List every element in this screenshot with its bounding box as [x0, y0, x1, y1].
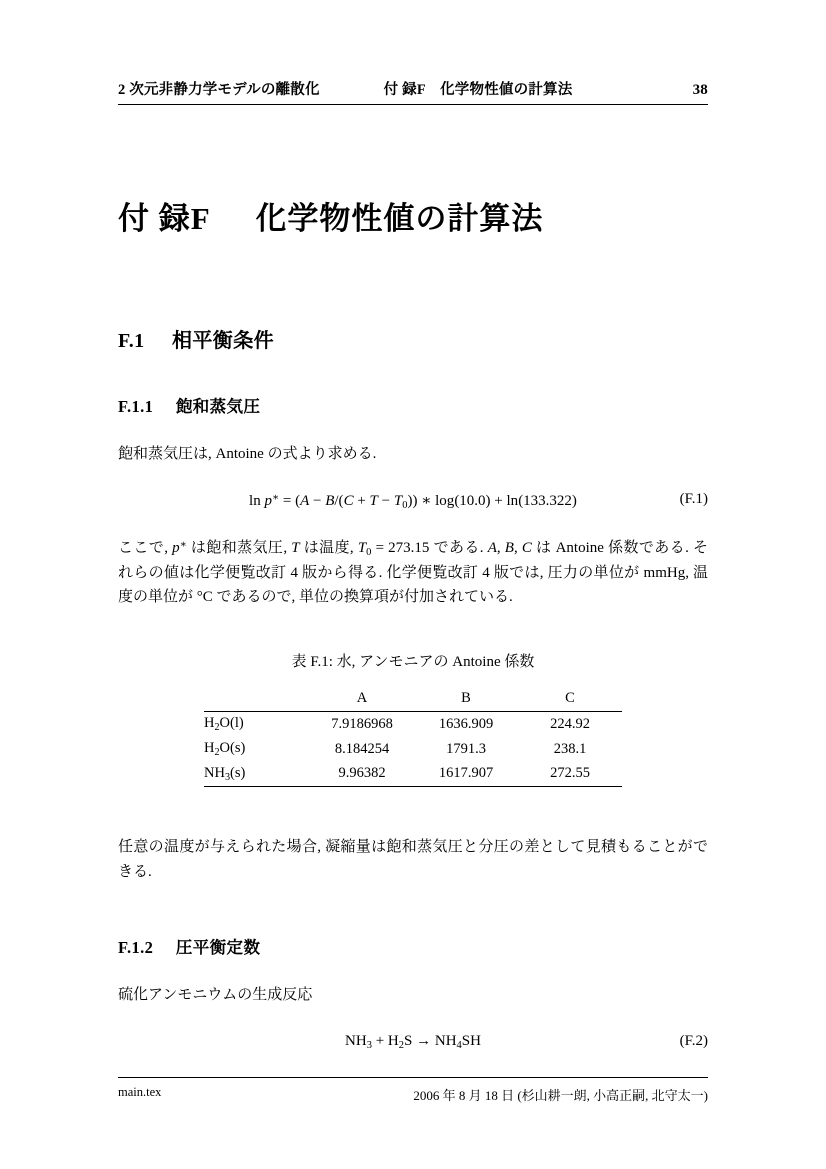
table-f1-block — [118, 650, 708, 787]
table-cell-b: 1636.909 — [414, 711, 518, 736]
table-cell-c: 272.55 — [518, 761, 622, 786]
table-row — [204, 711, 622, 736]
equation-f2-row — [118, 1033, 708, 1051]
paragraph-condensation: 任意の温度が与えられた場合, 凝縮量は飽和蒸気圧と分圧の差として見積もることができる. — [118, 839, 708, 880]
table-cell-a: 8.184254 — [334, 740, 390, 757]
page-footer — [118, 1077, 708, 1104]
table-cell-species: $NH_3(s)$ — [204, 761, 310, 786]
paragraph-ammonium-sulfide: 硫化アンモニウムの生成反応 — [118, 986, 313, 1003]
subsection-title-f11: 飽和蒸気圧 — [175, 397, 261, 416]
subsection-heading-f11 — [118, 393, 708, 417]
section-number-f1: F.1 — [118, 330, 145, 352]
subsection-title-f12: 圧平衡定数 — [175, 937, 261, 957]
table-f1 — [204, 687, 622, 787]
subsection-number-f12: F.1.2 — [118, 937, 154, 957]
table-f1-caption: 表 F.1: 水, アンモニアの Antoine 係数 — [291, 653, 535, 670]
footer-filename: main.tex — [118, 1085, 162, 1099]
table-cell-c: 224.92 — [518, 711, 622, 736]
table-row — [204, 761, 622, 786]
table-cell-species: $H_2O(s)$ — [204, 740, 246, 758]
running-head — [118, 78, 708, 105]
table-header-row — [204, 687, 622, 712]
table-cell-species: $H_2O(l)$ — [204, 711, 310, 736]
table-cell-a: 7.9186968 — [310, 711, 414, 736]
page-number: 38 — [692, 82, 708, 98]
table-cell-c: 238.1 — [553, 740, 587, 757]
footer-date-authors: 2006 年 8 月 18 日 (杉山耕一朗, 小高正嗣, 北守太一) — [413, 1088, 708, 1103]
table-cell-b: 1617.907 — [414, 761, 518, 786]
table-header-c: C — [565, 690, 575, 707]
chapter-title — [118, 193, 708, 238]
page-content — [118, 78, 708, 1051]
table-header-b: B — [461, 690, 471, 707]
paragraph-saturation-intro: 飽和蒸気圧は, Antoine の式より求める. — [118, 446, 377, 462]
paragraph-symbol-definitions: ここで, p∗ は飽和蒸気圧, T は温度, $T_0 = 273.15$ である. A, B, C は Antoine 係数である. それらの値は化学便覧改訂 4 版から得る. 化学便覧改訂 4 版では, 圧力の単位が mmHg, 温度の単位が °C であるので, 単位の換算項が付加されている. — [118, 539, 708, 606]
section-title-f1: 相平衡条件 — [172, 330, 274, 352]
table-cell-a: 9.96382 — [310, 761, 414, 786]
equation-f2-body: $NH_3 + H_2S \to NH_4SH$ — [345, 1033, 481, 1052]
equation-f2-number: (F.2) — [679, 1033, 708, 1050]
chapter-name: 化学物性値の計算法 — [255, 201, 544, 236]
table-header-species — [204, 687, 310, 712]
running-head-middle: 付 録F 化学物性値の計算法 — [383, 82, 573, 98]
subsection-number-f11: F.1.1 — [118, 397, 154, 416]
running-head-left: 2 次元非静力学モデルの離散化 — [118, 82, 320, 98]
table-row — [204, 737, 622, 762]
section-heading-f1 — [118, 324, 708, 353]
equation-f1-number: (F.1) — [679, 491, 708, 508]
chapter-label: 付 録F — [118, 201, 211, 236]
table-header-a: A — [356, 690, 368, 707]
equation-f1-row — [118, 491, 708, 511]
table-cell-b: 1791.3 — [446, 740, 486, 757]
equation-f1-body: $\ln p^∗ = (A - B/(C + T - T_0))$ ∗ log(10.0) + ln(133.322) — [249, 492, 577, 512]
subsection-heading-f12 — [118, 934, 708, 958]
